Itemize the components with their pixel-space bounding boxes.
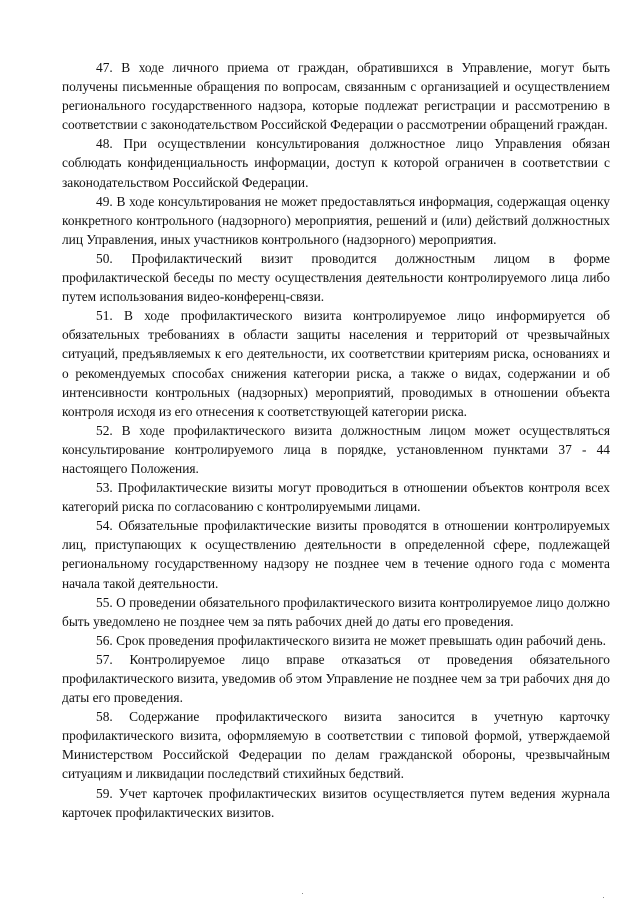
paragraph-50: 50. Профилактический визит проводится должностным лицом в форме профилактической беседы по месту осуществления деятельности контролируемого лица либо путем использования видео-конференц-связи.	[62, 250, 610, 305]
paragraph-57: 57. Контролируемое лицо вправе отказаться от проведения обязательного профилактического визита, уведомив об этом Управление не позднее чем за три рабочих дня до даты его проведения.	[62, 651, 610, 706]
paragraph-52: 52. В ходе профилактического визита должностным лицом может осуществляться консультирование контролируемого лица в порядке, установленном пунктами 37 - 44 настоящего Положения.	[62, 422, 610, 476]
scan-speck	[302, 893, 303, 894]
paragraph-58: 58. Содержание профилактического визита заносится в учетную карточку профилактического визита, оформляемую в соответствии с типовой формой, утверждаемой Министерством Российской Федерации по делам гражданской обороны, чрезвычайным ситуациям и ликвидации последствий стихийных бедствий.	[62, 709, 610, 782]
paragraph-48: 48. При осуществлении консультирования должностное лицо Управления обязан соблюдать конфиденциальность информации, доступ к которой ограничен в соответствии с законодательством Российской Федерации.	[62, 136, 610, 190]
paragraph-54: 54. Обязательные профилактические визиты проводятся в отношении контролируемых лиц, приступающих к осуществлению деятельности в определенной сфере, подлежащей региональному государственному надзору не позднее чем в течение одного года с момента начала такой деятельности.	[62, 518, 610, 591]
paragraph-47: 47. В ходе личного приема от граждан, обратившихся в Управление, могут быть получены письменные обращения по вопросам, связанным с организацией и осуществлением регионального государственного надзора, которые подлежат регистрации и рассмотрению в соответствии с законодательством Российской Федерации о рассмотрении обращений граждан.	[62, 60, 610, 133]
document-page	[62, 58, 610, 822]
paragraph-49: 49. В ходе консультирования не может предоставляться информация, содержащая оценку конкретного контрольного (надзорного) мероприятия, решений и (или) действий должностных лиц Управления, иных участников контрольного (надзорного) мероприятия.	[62, 193, 610, 247]
paragraph-59: 59. Учет карточек профилактических визитов осуществляется путем ведения журнала карточек профилактических визитов.	[62, 785, 610, 820]
paragraph-53: 53. Профилактические визиты могут проводиться в отношении объектов контроля всех категорий риска по согласованию с контролируемыми лицами.	[62, 480, 610, 515]
paragraph-56: 56. Срок проведения профилактического визита не может превышать один рабочий день.	[96, 632, 606, 648]
scan-speck	[603, 897, 604, 898]
paragraph-51: 51. В ходе профилактического визита контролируемое лицо информируется об обязательных требованиях в области защиты населения и территорий от чрезвычайных ситуаций, предъявляемых к его деятельности, их соответствии критериям риска, основаниях и о рекомендуемых способах снижения категории риска, а также о видах, содержании и об интенсивности контрольных (надзорных) мероприятий, проводимых в отношении объекта контроля исходя из его отнесения к соответствующей категории риска.	[62, 308, 610, 419]
paragraph-55: 55. О проведении обязательного профилактического визита контролируемое лицо должно быть уведомлено не позднее чем за пять рабочих дней до даты его проведения.	[62, 594, 610, 629]
